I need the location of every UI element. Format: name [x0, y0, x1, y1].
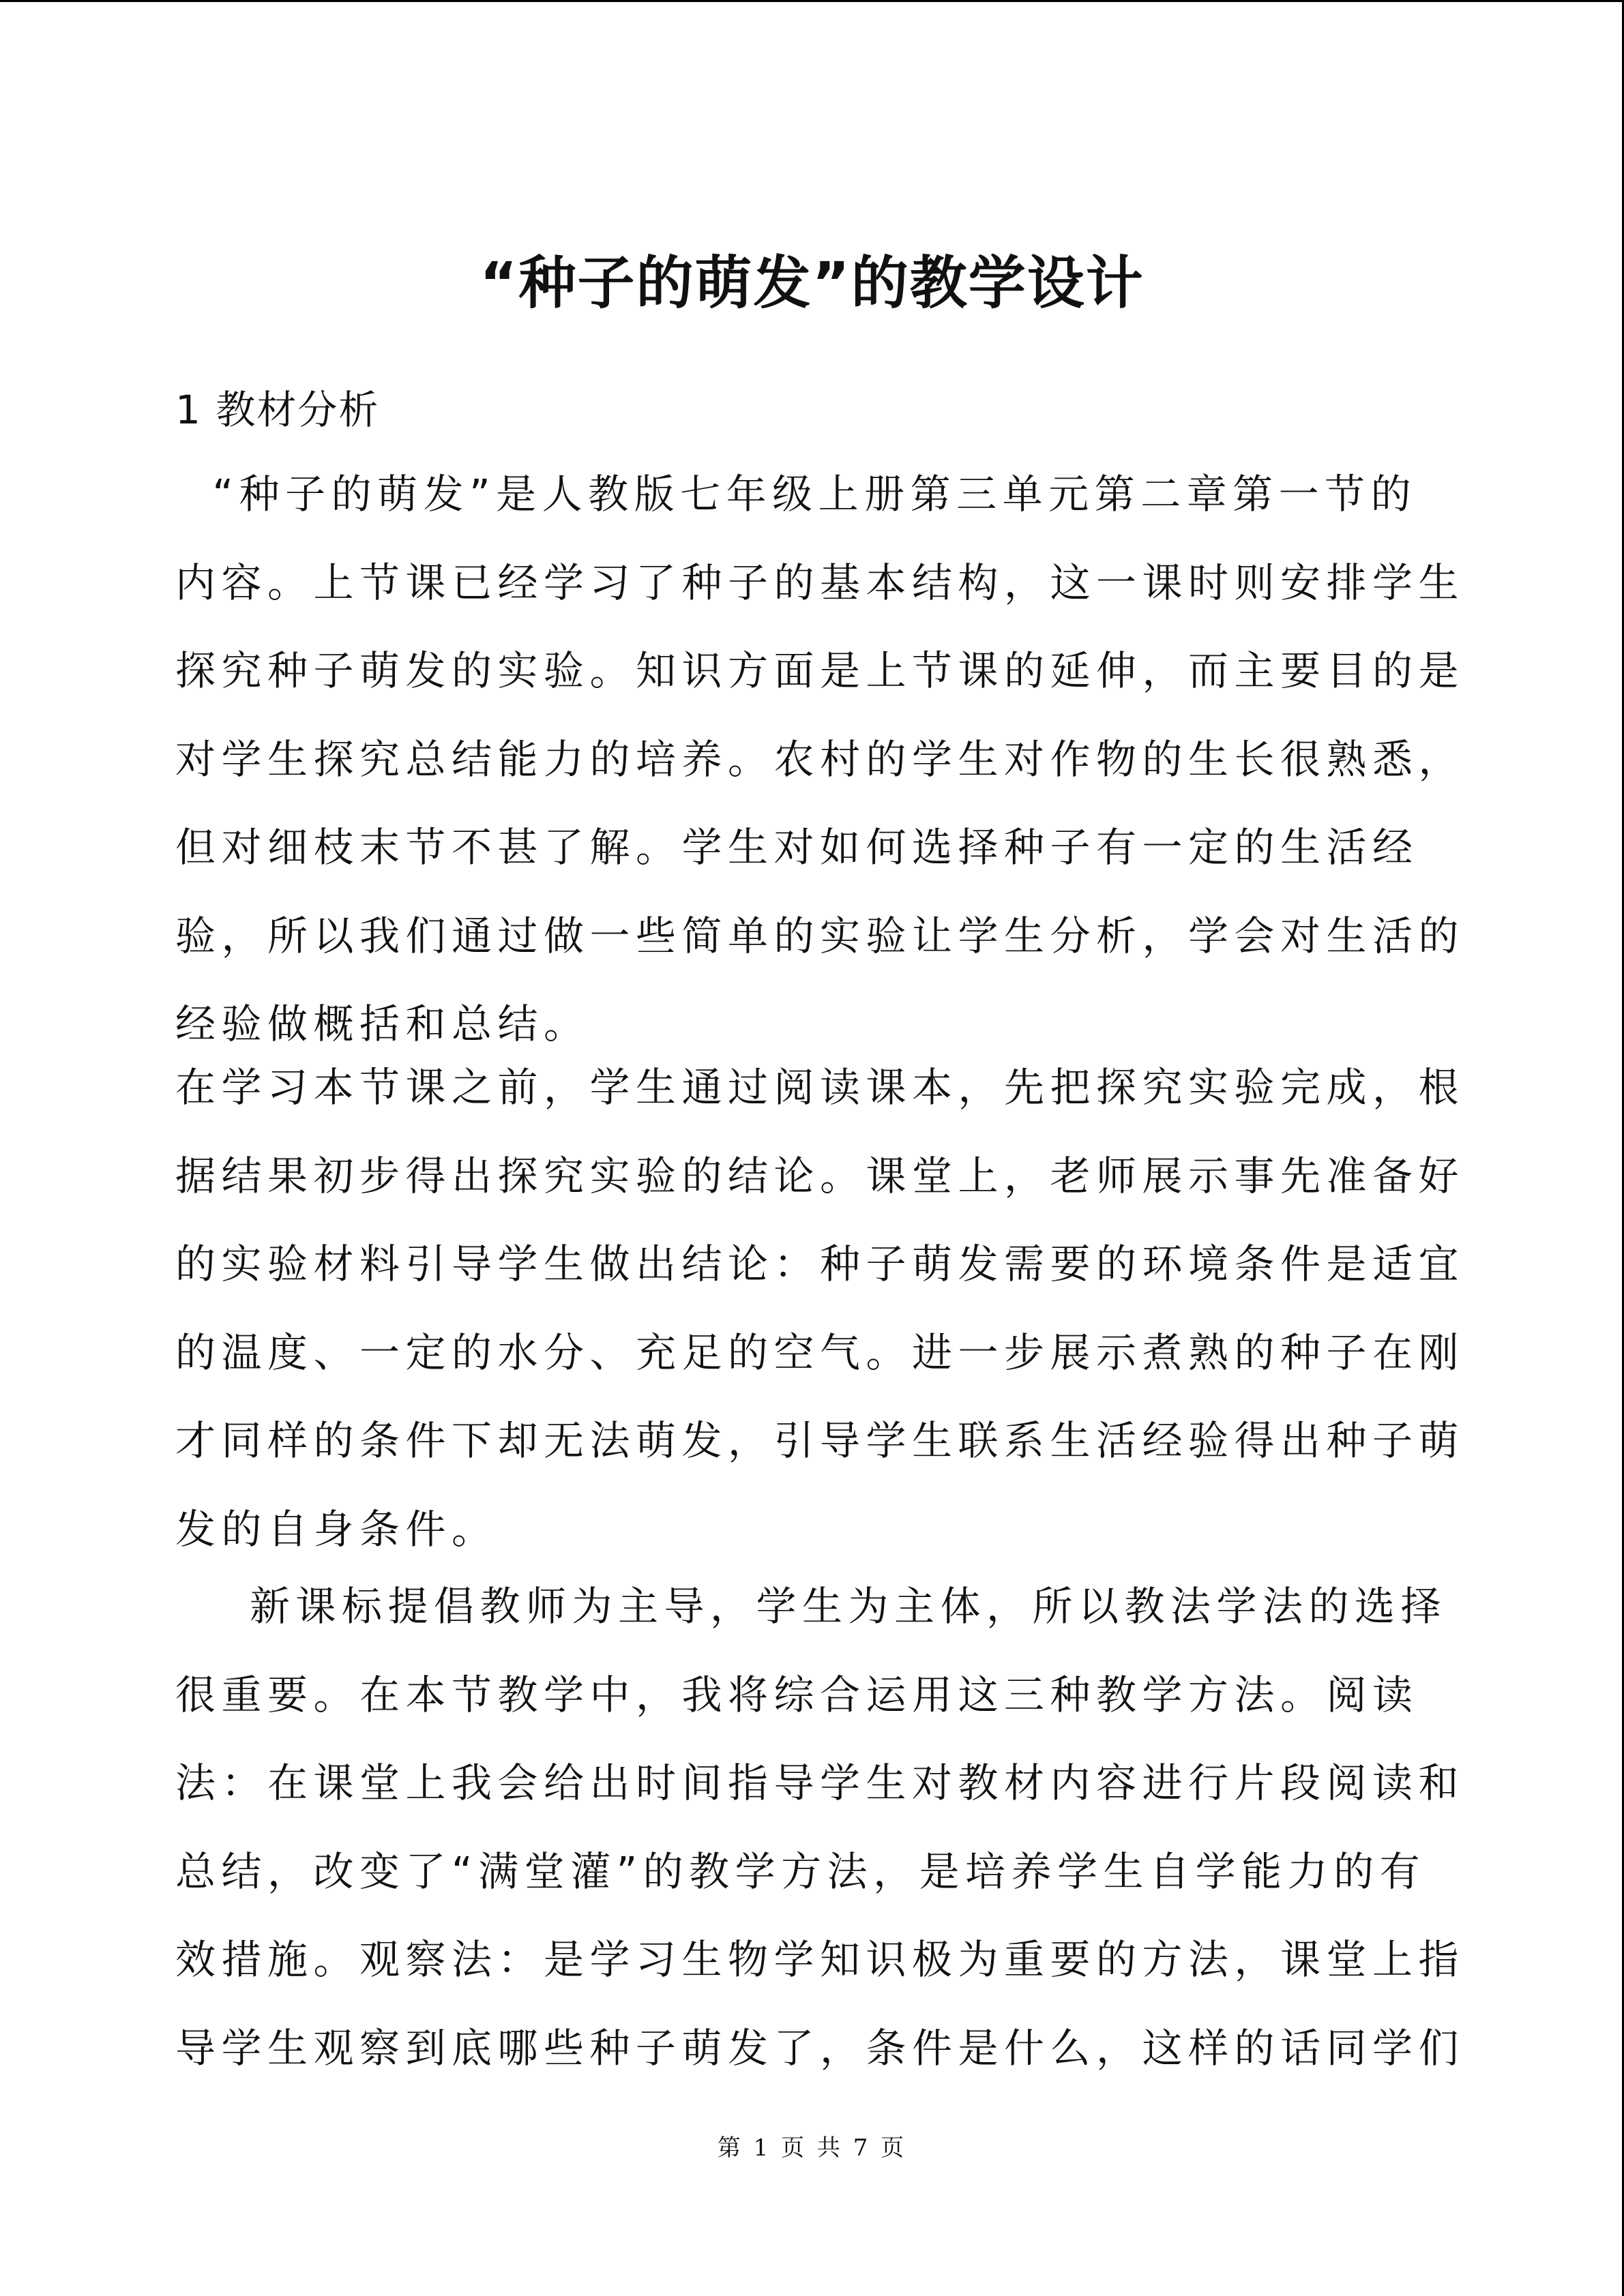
page-number-footer: 第 1 页 共 7 页 [717, 2134, 907, 2162]
text-line: 在学习本节课之前，学生通过阅读课本，先把探究实验完成，根 [175, 1064, 1465, 1111]
text-line: 内容。上节课已经学习了种子的基本结构，这一课时则安排学生 [175, 558, 1465, 606]
text-line: 据结果初步得出探究实验的结论。课堂上，老师展示事先准备好 [175, 1152, 1465, 1199]
document-title: “种子的萌发”的教学设计 [479, 250, 1145, 316]
text-line: 才同样的条件下却无法萌发，引导学生联系生活经验得出种子萌 [175, 1417, 1465, 1464]
text-line: 但对细枝末节不甚了解。学生对如何选择种子有一定的生活经 [175, 824, 1419, 871]
paragraph-2 [175, 1043, 1465, 1573]
text-line: 总结，改变了“满堂灌”的教学方法，是培养学生自学能力的有 [175, 1847, 1426, 1895]
text-line: 的温度、一定的水分、充足的空气。进一步展示煮熟的种子在刚 [175, 1328, 1465, 1376]
text-line: “种子的萌发”是人教版七年级上册第三单元第二章第一节的 [175, 471, 1417, 518]
text-line: 验，所以我们通过做一些简单的实验让学生分析，学会对生活的 [175, 912, 1465, 959]
text-line: 的实验材料引导学生做出结论：种子萌发需要的环境条件是适宜 [175, 1240, 1465, 1287]
text-line: 效措施。观察法：是学习生物学知识极为重要的方法，课堂上指 [175, 1936, 1465, 1983]
text-line: 探究种子萌发的实验。知识方面是上节课的延伸，而主要目的是 [175, 647, 1465, 694]
text-line: 新课标提倡教师为主导，学生为主体，所以教法学法的选择 [175, 1583, 1447, 1630]
text-line: 法：在课堂上我会给出时间指导学生对教材内容进行片段阅读和 [175, 1759, 1465, 1806]
text-line: 经验做概括和总结。 [175, 1000, 590, 1047]
text-line: 对学生探究总结能力的培养。农村的学生对作物的生长很熟悉， [175, 735, 1465, 783]
paragraph-3 [175, 1562, 1465, 2092]
text-line: 导学生观察到底哪些种子萌发了，条件是什么，这样的话同学们 [175, 2024, 1465, 2072]
text-line: 发的自身条件。 [175, 1505, 498, 1553]
paragraph-1 [175, 450, 1465, 1069]
section-heading: 1 教材分析 [175, 387, 380, 433]
text-line: 很重要。在本节教学中，我将综合运用这三种教学方法。阅读 [175, 1671, 1419, 1718]
